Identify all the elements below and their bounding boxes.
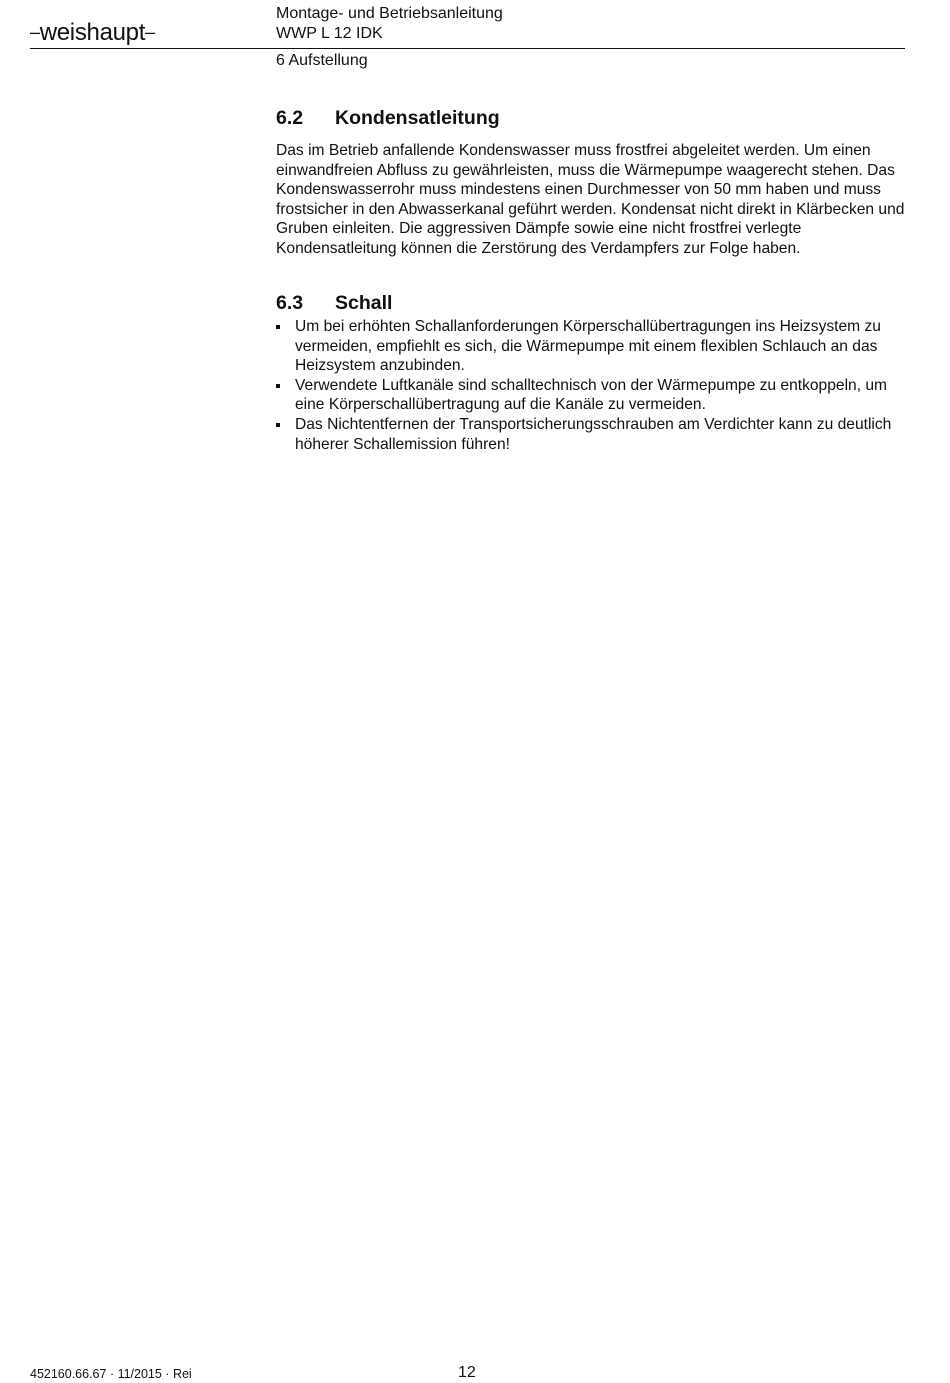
logo-dash-left: –: [30, 22, 40, 42]
section-paragraph: Das im Betrieb anfallende Kondenswasser muss frostfrei abgeleitet werden. Um einen einwandfreien Abfluss zu gewährleisten, muss die Wärmepumpe waagerecht stehen. Das Kondenswasserrohr muss mindestens einen Durchmesser von 50 mm haben und muss frostsicher in den Abwasserkanal geführt werden. Kondensat nicht direkt in Klärbecken und Gruben einleiten. Die aggressiven Dämpfe sowie eine nicht frostfrei verlegte Kondensatleitung können die Zerstörung des Verdampfers zur Folge haben.: [276, 142, 905, 257]
list-item: [276, 415, 906, 454]
list-item: [276, 376, 906, 415]
page-number: 12: [458, 1364, 476, 1381]
document-header: [276, 4, 503, 44]
chapter-label: 6 Aufstellung: [276, 52, 368, 69]
bullet-list: [276, 317, 906, 454]
section-heading: [276, 106, 906, 130]
section-number: 6.3: [276, 292, 304, 314]
list-item: [276, 317, 906, 376]
bullet-square-icon: [276, 423, 280, 427]
bullet-square-icon: [276, 325, 280, 329]
section-title: Kondensatleitung: [335, 107, 500, 129]
section-title: Schall: [335, 292, 393, 314]
section-schall: [276, 291, 906, 454]
list-item-text: Das Nichtentfernen der Transportsicherungsschrauben am Verdichter kann zu deutlich höherer Schallemission führen!: [295, 415, 892, 453]
bullet-square-icon: [276, 384, 280, 388]
list-item-text: Um bei erhöhten Schallanforderungen Körperschallübertragungen ins Heizsystem zu vermeiden, empfiehlt es sich, die Wärmepumpe mit einem flexiblen Schlauch an das Heizsystem anzubinden.: [295, 318, 881, 375]
brand-logo: [30, 18, 155, 49]
document-title: Montage- und Betriebsanleitung: [276, 5, 503, 22]
section-heading: [276, 291, 906, 315]
logo-text: weishaupt: [39, 19, 146, 46]
list-item-text: Verwendete Luftkanäle sind schalltechnisch von der Wärmepumpe zu entkoppeln, um eine Körperschallübertragung auf die Kanäle zu vermeiden.: [295, 376, 888, 414]
product-model: WWP L 12 IDK: [276, 25, 383, 42]
document-id: 452160.66.67 · 11/2015 · Rei: [30, 1367, 192, 1381]
header-divider: [30, 48, 905, 49]
section-number: 6.2: [276, 107, 304, 129]
logo-dash-right: –: [145, 22, 155, 42]
section-kondensatleitung: [276, 106, 906, 259]
